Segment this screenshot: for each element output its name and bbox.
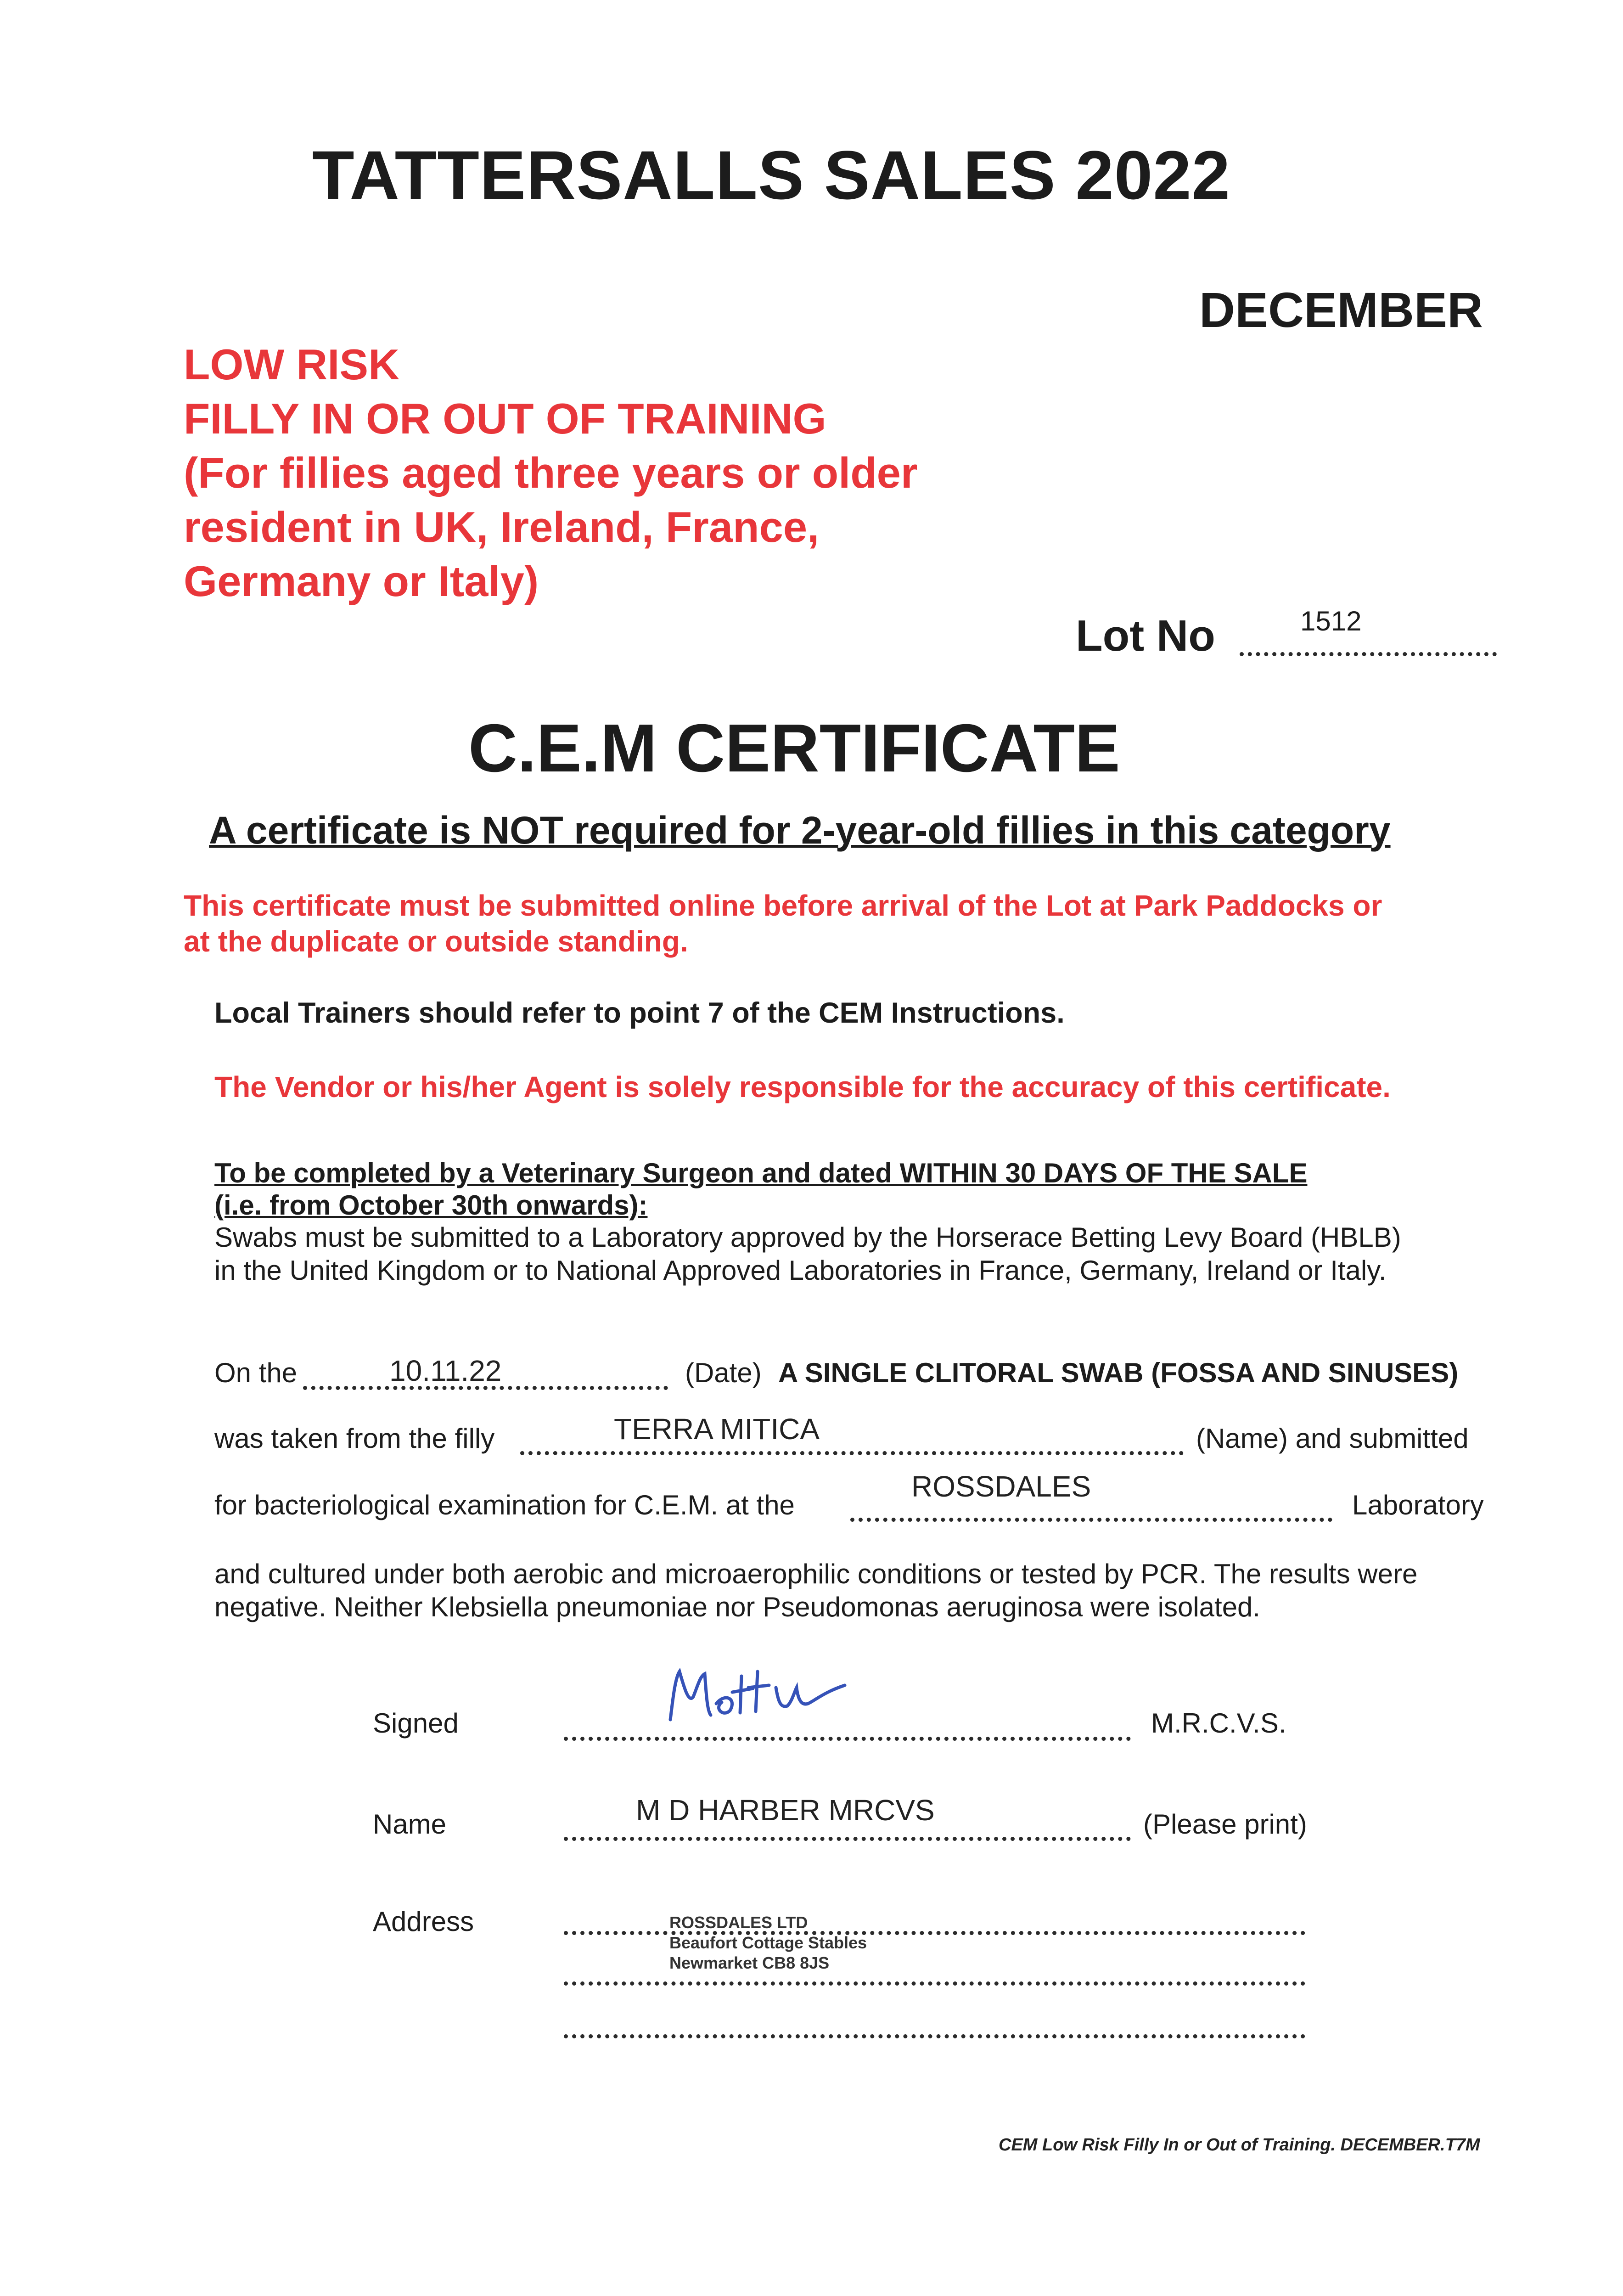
instructions-heading-2: (i.e. from October 30th onwards): [214,1190,648,1221]
instructions-heading-1: To be completed by a Veterinary Surgeon and dated WITHIN 30 DAYS OF THE SALE [214,1158,1308,1188]
category-line-5: Germany or Italy) [184,557,539,605]
name-submitted-label: (Name) and submitted [1196,1423,1469,1454]
address-stamp-line-1: ROSSDALES LTD [669,1913,808,1932]
results-line-2: negative. Neither Klebsiella pneumoniae nor Pseudomonas aeruginosa were isolated. [214,1592,1261,1622]
lab-name-value: ROSSDALES [911,1470,1091,1503]
filly-name-value: TERRA MITICA [614,1412,820,1446]
sale-month: DECEMBER [1199,282,1483,338]
submission-notice-line-2: at the duplicate or outside standing. [184,925,688,958]
instructions-body-1: Swabs must be submitted to a Laboratory approved by the Horserace Betting Levy Board (HBLB) [214,1222,1401,1253]
date-label: (Date) [685,1357,762,1388]
results-line-1: and cultured under both aerobic and microaerophilic conditions or tested by PCR. The results were [214,1559,1418,1589]
date-value: 10.11.22 [389,1354,502,1387]
filly-name-dots [520,1451,1184,1455]
signature-dots [564,1737,1131,1741]
category-line-4: resident in UK, Ireland, France, [184,503,820,551]
instructions-body-2: in the United Kingdom or to National Approved Laboratories in France, Germany, Ireland or Italy. [214,1255,1387,1286]
form-code-footer: CEM Low Risk Filly In or Out of Training. DECEMBER.T7M [999,2135,1480,2155]
category-line-1: LOW RISK [184,340,399,388]
please-print-label: (Please print) [1143,1809,1307,1840]
address-dots-3 [564,2034,1305,2038]
bacteriological-label: for bacteriological examination for C.E.M. at the [214,1490,795,1520]
lot-number-dots [1240,652,1497,656]
lot-number-value: 1512 [1300,606,1362,636]
not-required-notice: A certificate is NOT required for 2-year-old fillies in this category [209,809,1391,852]
vet-signature [661,1660,854,1729]
vet-name-value: M D HARBER MRCVS [636,1794,935,1827]
category-line-3: (For fillies aged three years or older [184,449,918,497]
submission-notice-line-1: This certificate must be submitted online before arrival of the Lot at Park Paddocks or [184,889,1382,922]
category-line-2: FILLY IN OR OUT OF TRAINING [184,394,826,443]
main-title: TATTERSALLS SALES 2022 [312,136,1231,214]
address-stamp [669,1913,867,1973]
local-trainers-note: Local Trainers should refer to point 7 of the CEM Instructions. [214,997,1065,1029]
name-label: Name [373,1809,447,1840]
vendor-responsibility-note: The Vendor or his/her Agent is solely responsible for the accuracy of this certificate. [214,1070,1391,1103]
address-stamp-line-3: Newmarket CB8 8JS [669,1953,830,1972]
address-label: Address [373,1906,474,1937]
mrcvs-label: M.R.C.V.S. [1151,1708,1286,1739]
name-dots [564,1837,1131,1841]
address-stamp-line-2: Beaufort Cottage Stables [669,1933,867,1952]
lab-name-dots [850,1518,1332,1522]
taken-from-label: was taken from the filly [214,1423,495,1454]
laboratory-label: Laboratory [1352,1490,1484,1520]
address-dots-2 [564,1981,1305,1986]
lot-number-label: Lot No [1076,611,1215,660]
certificate-title: C.E.M CERTIFICATE [468,710,1120,786]
on-the-label: On the [214,1357,298,1388]
signed-label: Signed [373,1708,459,1739]
swab-description: A SINGLE CLITORAL SWAB (FOSSA AND SINUSES) [778,1357,1459,1388]
